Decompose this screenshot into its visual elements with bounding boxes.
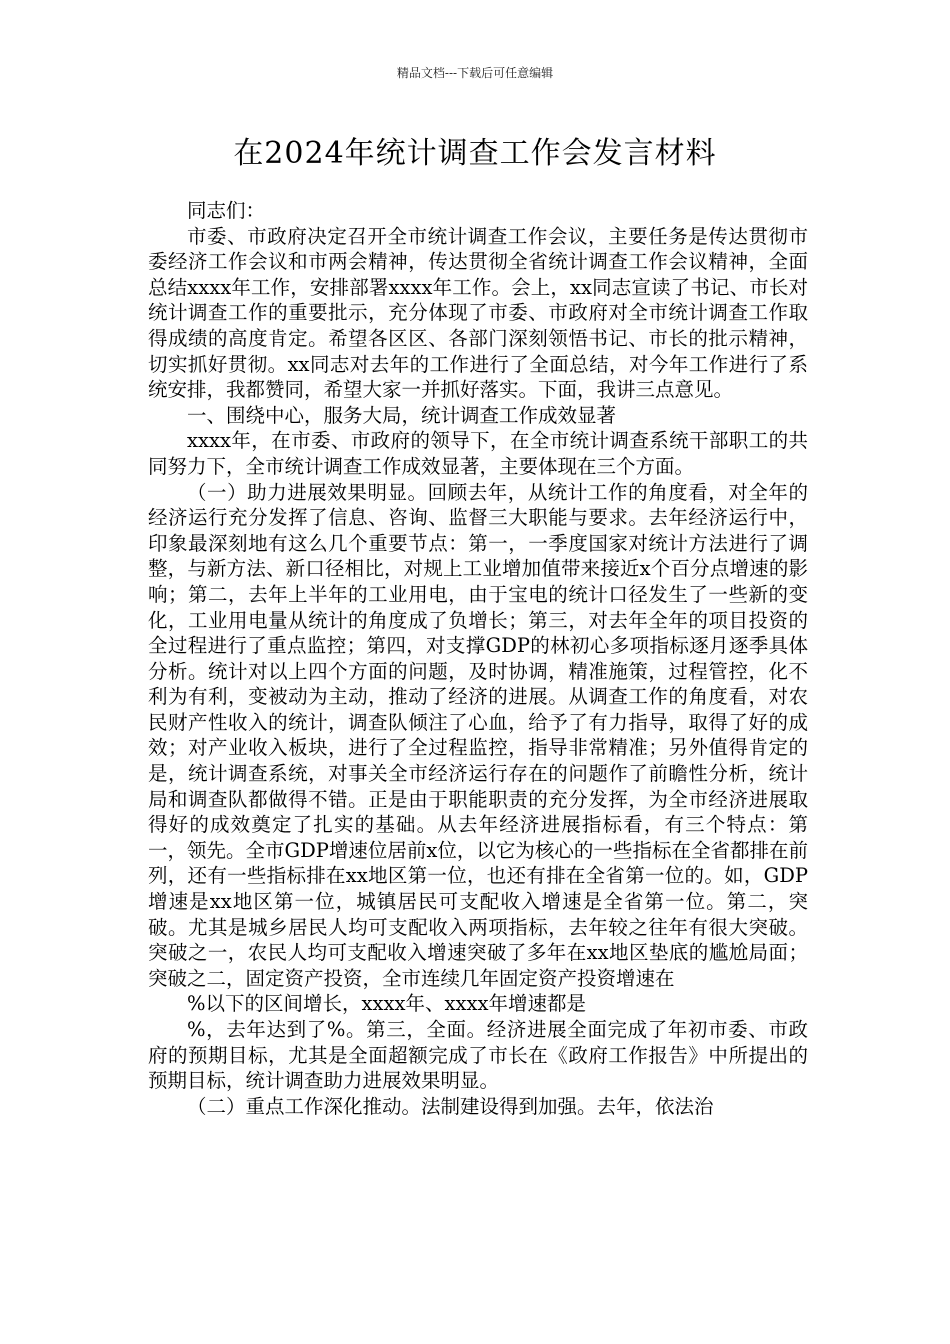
header-note: 精品文档---下载后可任意编辑: [396, 66, 554, 80]
paragraph-fragment-2: %，去年达到了%。第三，全面。经济进展全面完成了年初市委、市政府的预期目标，尤其是全面超额完成了市长在《政府工作报告》中所提出的预期目标，统计调查助力进展效果明显。: [148, 1018, 808, 1093]
paragraph-sub1: （一）助力进展效果明显。回顾去年，从统计工作的角度看，对全年的经济运行充分发挥了信息、咨询、监督三大职能与要求。去年经济运行中，印象最深刻地有这么几个重要节点：第一，一季度国家对统计方法进行了调整，与新方法、新口径相比，对规上工业增加值带来接近x个百分点增速的影响；第二，去年上半年的工业用电，由于宝电的统计口径发生了一些新的变化，工业用电量从统计的角度成了负增长；第三，对去年全年的项目投资的全过程进行了重点监控；第四，对支撑GDP的林初心多项指标逐月逐季具体分析。统计对以上四个方面的问题，及时协调，精准施策，过程管控，化不利为有利，变被动为主动，推动了经济的进展。从调查工作的角度看，对农民财产性收入的统计，调查队倾注了心血，给予了有力指导，取得了好的成效；对产业收入板块，进行了全过程监控，指导非常精准；另外值得肯定的是，统计调查系统，对事关全市经济运行存在的问题作了前瞻性分析，统计局和调查队都做得不错。正是由于职能职责的充分发挥，为全市经济进展取得好的成效奠定了扎实的基础。从去年经济进展指标看，有三个特点：第一，领先。全市GDP增速位居前x位，以它为核心的一些指标在全省都排在前列，还有一些指标排在xx地区第一位，也还有排在全省第一位的。如，GDP增速是xx地区第一位，城镇居民可支配收入增速是全省第一位。第二，突破。尤其是城乡居民人均可支配收入两项指标，去年较之往年有很大突破。突破之一，农民人均可支配收入增速突破了多年在xx地区垫底的尴尬局面；突破之二，固定资产投资，全市连续几年固定资产投资增速在: [148, 480, 808, 990]
paragraph-sub2: （二）重点工作深化推动。法制建设得到加强。去年，依法治: [187, 1094, 714, 1118]
document-body: [148, 198, 808, 1119]
salutation: 同志们：: [187, 199, 266, 222]
paragraph-fragment-1: %以下的区间增长，xxxx年、xxxx年增速都是: [187, 992, 587, 1016]
paragraph-intro: 市委、市政府决定召开全市统计调查工作会议，主要任务是传达贯彻市委经济工作会议和市两会精神，传达贯彻全省统计调查工作会议精神，全面总结xxxx年工作，安排部署xxxx年工作。会上，xx同志宣读了书记、市长对统计调查工作的重要批示，充分体现了市委、市政府对全市统计调查工作取得成绩的高度肯定。希望各区区、各部门深刻领悟书记、市长的批示精神，切实抓好贯彻。xx同志对去年的工作进行了全面总结，对今年工作进行了系统安排，我都赞同，希望大家一并抓好落实。下面，我讲三点意见。: [148, 224, 808, 402]
document-title: 在2024年统计调查工作会发言材料: [233, 136, 717, 171]
section-heading-1: 一、围绕中心，服务大局，统计调查工作成效显著: [187, 403, 617, 427]
paragraph-summary: xxxx年，在市委、市政府的领导下，在全市统计调查系统干部职工的共同努力下，全市统计调查工作成效显著，主要体现在三个方面。: [148, 429, 808, 478]
